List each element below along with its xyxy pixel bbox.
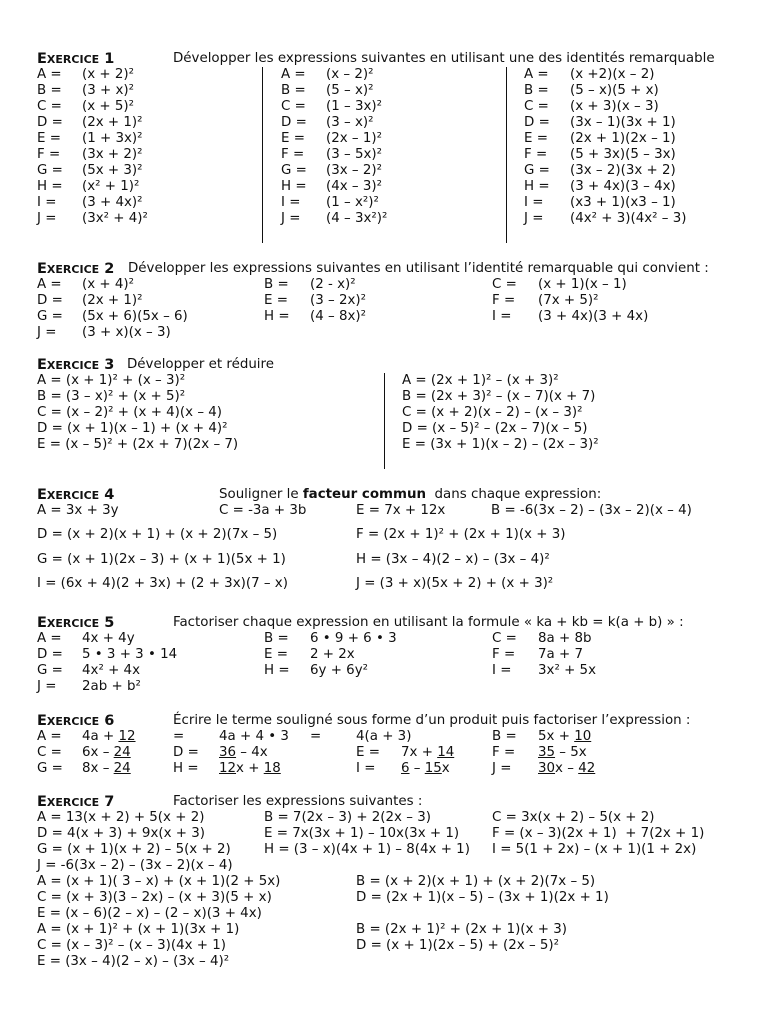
expression-label: J = (37, 211, 57, 226)
expression (219, 745, 268, 761)
expression: (4 – 3x²)² (326, 211, 388, 226)
expression: (4 – 8x)² (310, 309, 366, 324)
expression: J = -6(3x – 2) – (3x – 2)(x – 4) (37, 858, 233, 873)
expression: (5 + 3x)(5 – 3x) (570, 147, 676, 162)
expression: 6y + 6y² (310, 663, 368, 678)
expression: (2x + 1)² (82, 293, 143, 308)
expression: (x + 1)(x – 1) (538, 277, 627, 292)
underlined-term: 30 (538, 761, 556, 776)
exercise-4-instruction (219, 487, 601, 503)
expression-label: G = (37, 761, 63, 776)
expression: (5 – x)² (326, 83, 374, 98)
underlined-term: 18 (263, 761, 281, 776)
expression: 6 • 9 + 6 • 3 (310, 631, 397, 646)
expression: 4a + 4 • 3 (219, 729, 289, 744)
exercise-5-instruction: Factoriser chaque expression en utilisant la formule « ka + kb = k(a + b) » : (173, 615, 684, 630)
expression-label: D = (281, 115, 307, 130)
expression-text: 4a + (82, 729, 119, 744)
expression: E = 7x(3x + 1) – 10x(3x + 1) (264, 826, 460, 841)
expression-text: 7x + (401, 745, 438, 760)
expression: (3 + 4x)² (82, 195, 143, 210)
expression-label: I = (37, 195, 57, 210)
expression: C = 3x(x + 2) – 5(x + 2) (492, 810, 655, 825)
expression-text: 5x + (538, 729, 575, 744)
instruction-bold-text: facteur commun (302, 487, 427, 502)
expression: (3 + 4x)(3 – 4x) (570, 179, 676, 194)
expression: (x + 5)² (82, 99, 134, 114)
expression-label: E = (264, 647, 288, 662)
expression: (3 – x)² (326, 115, 374, 130)
expression-label: G = (524, 163, 550, 178)
expression: (4x² + 3)(4x² – 3) (570, 211, 687, 226)
expression: (2x + 1)² (82, 115, 143, 130)
expression: E = (3x – 4)(2 – x) – (3x – 4)² (37, 954, 230, 969)
expression: H = (3 – x)(4x + 1) – 8(4x + 1) (264, 842, 470, 857)
expression-label: J = (524, 211, 544, 226)
underlined-term: 15 (424, 761, 442, 776)
expression: (7x + 5)² (538, 293, 599, 308)
expression: B = (3 – x)² + (x + 5)² (37, 389, 186, 404)
expression: D = 4(x + 3) + 9x(x + 3) (37, 826, 205, 841)
expression-label: J = (492, 761, 512, 776)
expression-label: B = (524, 83, 549, 98)
underlined-term: 42 (578, 761, 596, 776)
expression: (3x² + 4)² (82, 211, 148, 226)
expression-label: D = (524, 115, 550, 130)
underlined-term: 14 (437, 745, 455, 760)
expression-label: H = (281, 179, 307, 194)
expression: 2 + 2x (310, 647, 355, 662)
expression: 4x² + 4x (82, 663, 140, 678)
expression (82, 745, 131, 761)
expression: F = (2x + 1)² + (2x + 1)(x + 3) (356, 527, 566, 542)
expression: G = (x + 1)(2x – 3) + (x + 1)(5x + 1) (37, 552, 286, 567)
expression-label: H = (37, 179, 63, 194)
expression-label: H = (264, 663, 290, 678)
exercise-5-title: EXERCICE 5 (37, 615, 115, 631)
expression: (1 – x²)² (326, 195, 379, 210)
column-divider (384, 373, 385, 469)
expression-label: H = (524, 179, 550, 194)
expression-label: A = (281, 67, 306, 82)
expression: E = (x – 5)² + (2x + 7)(2x – 7) (37, 437, 239, 452)
expression: A = (2x + 1)² – (x + 3)² (402, 373, 559, 388)
expression-label: A = (524, 67, 549, 82)
expression-label: I = (492, 663, 512, 678)
exercise-3-instruction: Développer et réduire (127, 357, 274, 372)
exercise-3-title: EXERCICE 3 (37, 357, 115, 373)
expression-label: F = (492, 745, 516, 760)
expression-label: A = (37, 67, 62, 82)
expression-label: F = (492, 647, 516, 662)
expression-label: G = (37, 663, 63, 678)
expression: A = (x + 1)² + (x – 3)² (37, 373, 186, 388)
exercise-6-title: EXERCICE 6 (37, 713, 115, 729)
expression-label: C = (37, 745, 62, 760)
expression: B = (2x + 1)² + (2x + 1)(x + 3) (356, 922, 567, 937)
instruction-text: dans chaque expression: (426, 487, 602, 502)
expression: 3x² + 5x (538, 663, 596, 678)
expression-label: G = (281, 163, 307, 178)
exercise-2-title: EXERCICE 2 (37, 261, 115, 277)
expression: (x + 2)² (82, 67, 134, 82)
expression-label: E = (264, 293, 288, 308)
expression: A = 13(x + 2) + 5(x + 2) (37, 810, 205, 825)
expression-text: 8x – (82, 761, 114, 776)
expression: C = -3a + 3b (219, 503, 307, 518)
expression-label: H = (264, 309, 290, 324)
expression: (2x – 1)² (326, 131, 382, 146)
expression-label: B = (492, 729, 517, 744)
expression: (5x + 3)² (82, 163, 143, 178)
expression: D = (2x + 1)(x – 5) – (3x + 1)(2x + 1) (356, 890, 609, 905)
expression: C = (x – 2)² + (x + 4)(x – 4) (37, 405, 223, 420)
expression-label: E = (524, 131, 548, 146)
underlined-term: 24 (113, 745, 131, 760)
expression (82, 729, 136, 745)
exercise-2-instruction: Développer les expressions suivantes en utilisant l’identité remarquable qui convient : (128, 261, 709, 276)
expression-label: A = (37, 631, 62, 646)
underlined-term: 35 (538, 745, 556, 760)
expression: (1 – 3x)² (326, 99, 382, 114)
underlined-term: 6 (401, 761, 410, 776)
expression (538, 761, 595, 777)
underlined-term: 10 (574, 729, 592, 744)
expression: 7a + 7 (538, 647, 583, 662)
expression-label: B = (37, 83, 62, 98)
expression: (x – 2)² (326, 67, 374, 82)
expression-label: D = (37, 647, 63, 662)
expression: A = (x + 1)( 3 – x) + (x + 1)(2 + 5x) (37, 874, 281, 889)
expression: 4x + 4y (82, 631, 135, 646)
expression-label: I = (281, 195, 301, 210)
expression: B = -6(3x – 2) – (3x – 2)(x – 4) (491, 503, 692, 518)
expression-text: – 4x (236, 745, 268, 760)
expression: (3x – 2)(3x + 2) (570, 163, 676, 178)
expression: D = (x + 2)(x + 1) + (x + 2)(7x – 5) (37, 527, 278, 542)
expression-label: A = (37, 729, 62, 744)
expression: 2ab + b² (82, 679, 141, 694)
expression-label: A = (37, 277, 62, 292)
column-divider (262, 67, 263, 243)
expression: D = (x + 1)(x – 1) + (x + 4)² (37, 421, 228, 436)
expression-label: J = (37, 325, 57, 340)
expression-label: B = (281, 83, 306, 98)
expression-label: D = (37, 293, 63, 308)
expression-label: C = (492, 277, 517, 292)
expression: (3 + x)(x – 3) (82, 325, 171, 340)
expression-label: I = (524, 195, 544, 210)
expression: D = (x – 5)² – (2x – 7)(x – 5) (402, 421, 588, 436)
expression (82, 761, 131, 777)
expression: (3 + 4x)(3 + 4x) (538, 309, 649, 324)
expression-label: E = (356, 745, 380, 760)
expression-label: G = (37, 163, 63, 178)
expression: 5 • 3 + 3 • 14 (82, 647, 178, 662)
expression-label: J = (37, 679, 57, 694)
exercise-1-title: EXERCICE 1 (37, 51, 115, 67)
expression-label: C = (281, 99, 306, 114)
expression (401, 745, 454, 761)
expression: (3x + 2)² (82, 147, 143, 162)
expression: B = 7(2x – 3) + 2(2x – 3) (264, 810, 431, 825)
expression: (5 – x)(5 + x) (570, 83, 659, 98)
expression-label: F = (524, 147, 548, 162)
expression: (3x – 1)(3x + 1) (570, 115, 676, 130)
expression-label: E = (281, 131, 305, 146)
expression: 8a + 8b (538, 631, 592, 646)
expression: (2x + 1)(2x – 1) (570, 131, 676, 146)
underlined-term: 24 (113, 761, 131, 776)
expression-label: I = (492, 309, 512, 324)
expression: J = (3 + x)(5x + 2) + (x + 3)² (356, 576, 554, 591)
expression: I = (6x + 4)(2 + 3x) + (2 + 3x)(7 – x) (37, 576, 288, 591)
instruction-text: Souligner le (219, 487, 303, 502)
expression: C = (x + 2)(x – 2) – (x – 3)² (402, 405, 583, 420)
expression-label: F = (37, 147, 61, 162)
equals-sign: = (310, 729, 322, 744)
expression-label: I = (356, 761, 376, 776)
expression: B = (x + 2)(x + 1) + (x + 2)(7x – 5) (356, 874, 596, 889)
underlined-term: 36 (219, 745, 237, 760)
expression: E = (x – 6)(2 – x) – (2 – x)(3 + 4x) (37, 906, 262, 921)
expression: (3 – 2x)² (310, 293, 366, 308)
expression: 4(a + 3) (356, 729, 412, 744)
exercise-1-instruction: Développer les expressions suivantes en utilisant une des identités remarquable (173, 51, 715, 66)
expression (538, 729, 591, 745)
expression-label: C = (492, 631, 517, 646)
expression: (3 + x)² (82, 83, 134, 98)
exercise-7-title: EXERCICE 7 (37, 794, 115, 810)
expression (401, 761, 450, 777)
expression: (x² + 1)² (82, 179, 140, 194)
expression-label: J = (281, 211, 301, 226)
expression-label: C = (524, 99, 549, 114)
expression-label: G = (37, 309, 63, 324)
expression: F = (x – 3)(2x + 1) + 7(2x + 1) (492, 826, 705, 841)
expression: I = 5(1 + 2x) – (x + 1)(1 + 2x) (492, 842, 697, 857)
expression: D = (x + 1)(2x – 5) + (2x – 5)² (356, 938, 560, 953)
expression-text: x (441, 761, 450, 776)
underlined-term: 12 (118, 729, 136, 744)
expression: (x3 + 1)(x3 – 1) (570, 195, 676, 210)
expression: C = (x – 3)² – (x – 3)(4x + 1) (37, 938, 227, 953)
exercise-7-instruction: Factoriser les expressions suivantes : (173, 794, 423, 809)
expression: A = (x + 1)² + (x + 1)(3x + 1) (37, 922, 240, 937)
expression-label: F = (281, 147, 305, 162)
expression-label: B = (264, 631, 289, 646)
expression: (3 – 5x)² (326, 147, 382, 162)
expression: E = (3x + 1)(x – 2) – (2x – 3)² (402, 437, 599, 452)
expression-label: D = (173, 745, 199, 760)
expression: G = (x + 1)(x + 2) – 5(x + 2) (37, 842, 231, 857)
expression-text: – 5x (555, 745, 587, 760)
expression (219, 761, 281, 777)
expression-text: 6x – (82, 745, 114, 760)
expression: (2 - x)² (310, 277, 356, 292)
expression: B = (2x + 3)² – (x – 7)(x + 7) (402, 389, 596, 404)
exercise-6-instruction: Écrire le terme souligné sous forme d’un produit puis factoriser l’expression : (173, 713, 691, 728)
expression: A = 3x + 3y (37, 503, 119, 518)
expression: (x + 3)(x – 3) (570, 99, 659, 114)
expression-label: C = (37, 99, 62, 114)
expression (538, 745, 587, 761)
underlined-term: 12 (219, 761, 237, 776)
expression: (1 + 3x)² (82, 131, 143, 146)
expression-label: E = (37, 131, 61, 146)
expression-text: – (409, 761, 425, 776)
column-divider (506, 67, 507, 243)
expression: H = (3x – 4)(2 – x) – (3x – 4)² (356, 552, 550, 567)
expression-label: F = (492, 293, 516, 308)
expression: (5x + 6)(5x – 6) (82, 309, 188, 324)
expression: E = 7x + 12x (356, 503, 446, 518)
expression-text: x – (555, 761, 579, 776)
expression-text: x + (236, 761, 264, 776)
expression: (3x – 2)² (326, 163, 382, 178)
expression: C = (x + 3)(3 – 2x) – (x + 3)(5 + x) (37, 890, 272, 905)
expression: (4x – 3)² (326, 179, 382, 194)
equals-sign: = (173, 729, 185, 744)
exercise-4-title: EXERCICE 4 (37, 487, 115, 503)
expression-label: D = (37, 115, 63, 130)
expression-label: H = (173, 761, 199, 776)
expression: (x + 4)² (82, 277, 134, 292)
expression-label: B = (264, 277, 289, 292)
expression: (x +2)(x – 2) (570, 67, 655, 82)
